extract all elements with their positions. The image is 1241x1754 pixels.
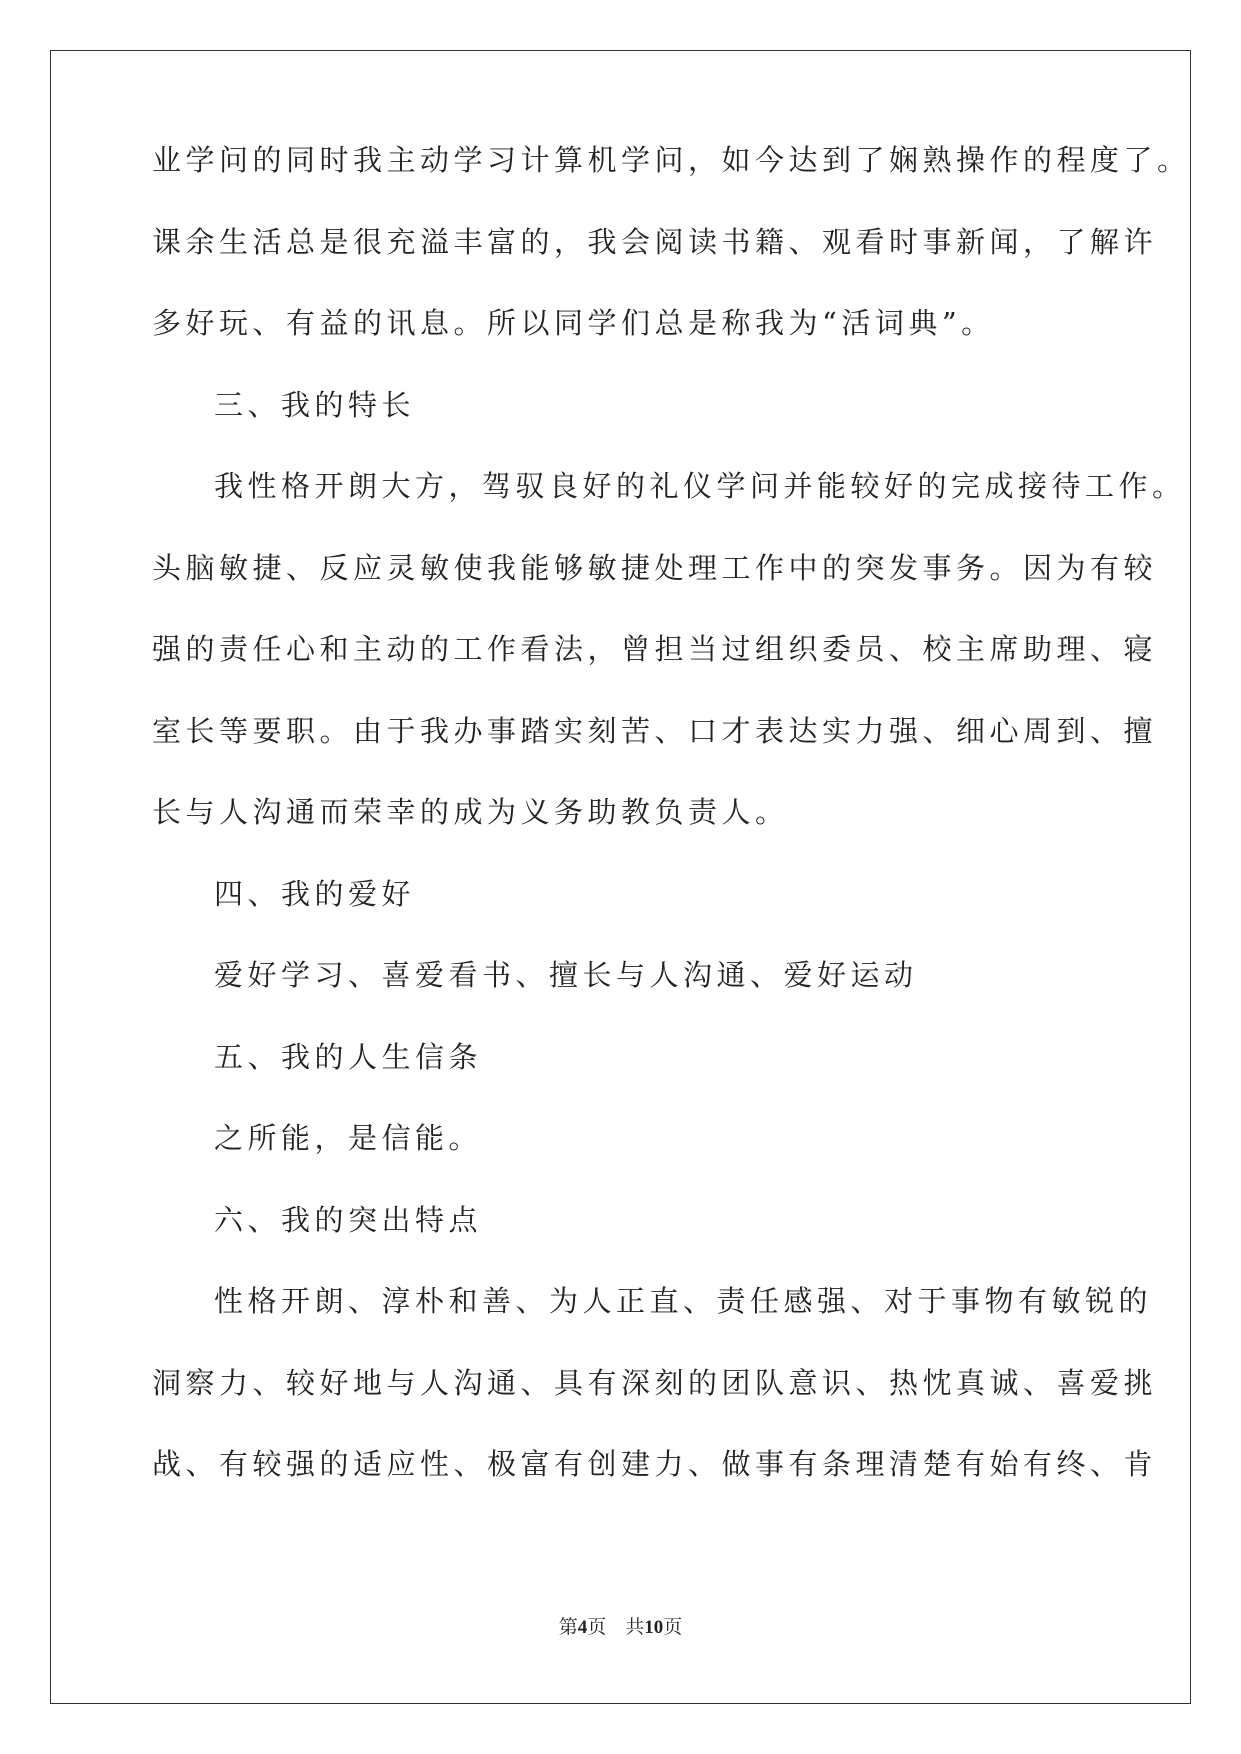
footer-prefix: 第 [558,1617,578,1638]
section-heading: 六、我的突出特点 [214,1203,483,1237]
text-line: 性格开朗、淳朴和善、为人正直、责任感强、对于事物有敏锐的 [214,1284,1153,1318]
footer-page-unit: 页 [587,1617,607,1638]
section-heading: 四、我的爱好 [214,877,416,911]
section-heading: 三、我的特长 [214,388,416,422]
footer-total-unit: 页 [663,1617,683,1638]
text-line: 洞察力、较好地与人沟通、具有深刻的团队意识、热忱真诚、喜爱挑 [152,1366,1158,1400]
section-heading: 五、我的人生信条 [214,1040,483,1074]
text-line: 业学问的同时我主动学习计算机学问，如今达到了娴熟操作的程度了。 [152,143,1191,177]
text-line: 我性格开朗大方，驾驭良好的礼仪学问并能较好的完成接待工作。 [214,469,1186,503]
footer-page-number: 4 [577,1617,588,1638]
text-line: 长与人沟通而荣幸的成为义务助教负责人。 [152,795,789,829]
text-line: 战、有较强的适应性、极富有创建力、做事有条理清楚有始有终、肯 [152,1447,1158,1481]
text-line: 多好玩、有益的讯息。所以同学们总是称我为“活词典”。 [152,306,995,340]
text-line: 爱好学习、喜爱看书、擅长与人沟通、爱好运动 [214,958,918,992]
text-line: 课余生活总是很充溢丰富的，我会阅读书籍、观看时事新闻，了解许 [152,225,1158,259]
page-footer [0,1612,1241,1639]
footer-total-prefix: 共 [625,1617,645,1638]
text-line: 之所能，是信能。 [214,1121,483,1155]
text-line: 室长等要职。由于我办事踏实刻苦、口才表达实力强、细心周到、擅 [152,714,1158,748]
text-line: 强的责任心和主动的工作看法，曾担当过组织委员、校主席助理、寝 [152,632,1158,666]
footer-total-pages: 10 [644,1617,664,1638]
text-line: 头脑敏捷、反应灵敏使我能够敏捷处理工作中的突发事务。因为有较 [152,551,1158,585]
